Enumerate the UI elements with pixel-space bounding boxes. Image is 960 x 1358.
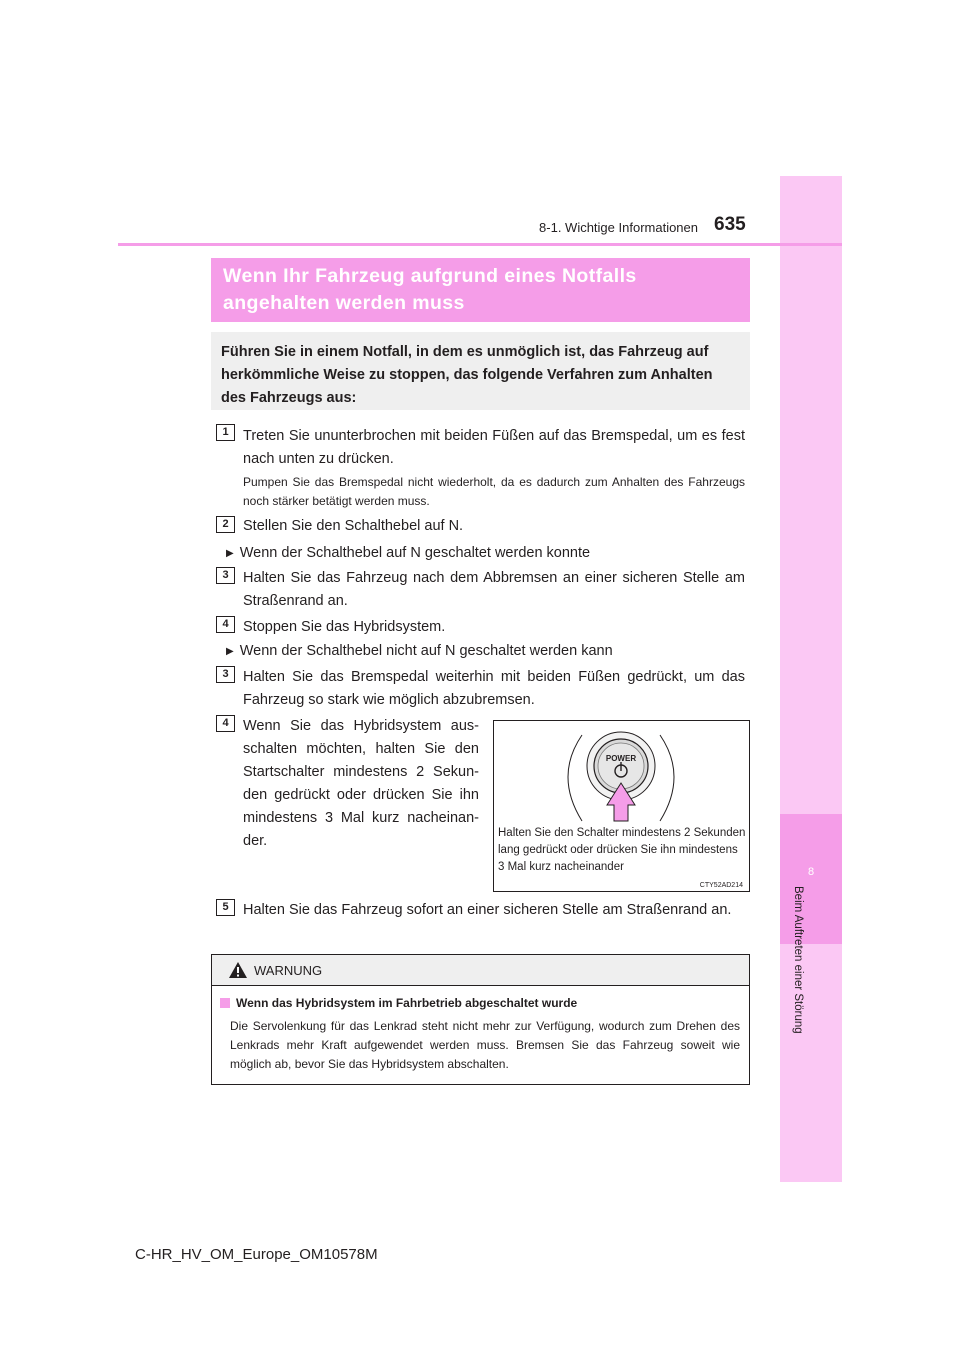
figure-caption: Halten Sie den Schalter mindestens 2 Sekunden lang gedrückt oder drücken Sie ihn mindestens 3 Mal kurz nacheinander — [498, 827, 746, 873]
step-line: Startschalter mindestens 2 Sekun- — [243, 764, 479, 780]
step-line: den gedrückt oder drücken Sie ihn — [243, 787, 479, 803]
step-marker: 5 — [216, 899, 235, 916]
triangle-bullet-icon: ▶ — [226, 646, 234, 657]
warning-body: Die Servolenkung für das Lenkrad steht nicht mehr zur Verfügung, wodurch zum Drehen des Lenkrads mehr Kraft aufgewendet werden muss. Bremsen Sie das Fahrzeug soweit wie möglich ab, bevor Sie das Hybridsystem abschalten. — [230, 1019, 740, 1071]
side-tab-number: 8 — [807, 866, 815, 878]
chapter-title: 8-1. Wichtige Informationen — [539, 220, 698, 235]
step-marker: 1 — [216, 424, 235, 441]
intro-line3: des Fahrzeugs aus: — [221, 390, 357, 406]
triangle-bullet-icon: ▶ — [226, 548, 234, 559]
step-text: Halten Sie das Bremspedal weiterhin mit beiden Füßen gedrückt, um das Fahrzeug so stark wie möglich abzubremsen. — [243, 669, 745, 708]
power-button-illustration — [494, 721, 749, 831]
step-marker: 2 — [216, 516, 235, 533]
warning-title: WARNUNG — [254, 963, 323, 978]
warning-header — [212, 955, 749, 986]
step-marker: 4 — [216, 616, 235, 633]
sub-heading — [226, 641, 746, 662]
section-title-line2: angehalten werden muss — [223, 292, 465, 314]
warning-triangle-icon — [228, 961, 248, 979]
figure-code: CTY52AD214 — [699, 882, 743, 889]
step-text: Stoppen Sie das Hybridsystem. — [243, 619, 446, 635]
step-line: Wenn Sie das Hybridsystem aus- — [243, 718, 479, 734]
step-marker: 4 — [216, 715, 235, 732]
step-line: mindestens 3 Mal kurz nacheinan- — [243, 810, 479, 826]
intro-line2: herkömmliche Weise zu stoppen, das folgende Verfahren zum Anhalten — [221, 367, 713, 383]
page-number: 635 — [714, 214, 746, 235]
step-text: Stellen Sie den Schalthebel auf N. — [243, 518, 464, 534]
sub-heading-text: Wenn der Schalthebel nicht auf N geschaltet werden kann — [239, 643, 613, 659]
step-marker: 3 — [216, 666, 235, 683]
step-note: Pumpen Sie das Bremspedal nicht wiederholt, da es dadurch zum Anhalten des Fahrzeugs noch stärker betätigt werden muss. — [243, 475, 745, 508]
warning-subheading-text: Wenn das Hybridsystem im Fahrbetrieb abgeschaltet wurde — [236, 996, 578, 1010]
header-rule — [118, 243, 842, 246]
step-text: Treten Sie ununterbrochen mit beiden Füßen auf das Bremspedal, um es fest nach unten zu drücken. — [243, 428, 745, 467]
square-bullet-icon — [220, 998, 230, 1008]
warning-box — [211, 954, 750, 1085]
sub-heading — [226, 543, 746, 564]
intro-line1: Führen Sie in einem Notfall, in dem es unmöglich ist, das Fahrzeug auf — [221, 344, 709, 360]
step-line: der. — [243, 833, 268, 849]
section-title-line1: Wenn Ihr Fahrzeug aufgrund eines Notfalls — [223, 265, 637, 287]
power-switch-figure — [493, 720, 750, 892]
step-text-multiline — [243, 715, 479, 853]
step-text: Halten Sie das Fahrzeug sofort an einer sicheren Stelle am Straßenrand an. — [243, 902, 732, 918]
intro-box — [211, 332, 750, 410]
side-tab-label: Beim Auftreten einer Störung — [792, 886, 804, 1034]
step-line: schalten möchten, halten Sie den — [243, 741, 479, 757]
document-code: C-HR_HV_OM_Europe_OM10578M — [135, 1246, 378, 1263]
warning-subheading — [220, 996, 740, 1010]
step-marker: 3 — [216, 567, 235, 584]
sub-heading-text: Wenn der Schalthebel auf N geschaltet werden konnte — [239, 545, 591, 561]
power-button-label: POWER — [605, 754, 637, 763]
step-text: Halten Sie das Fahrzeug nach dem Abbremsen an einer sicheren Stelle am Straßenrand an. — [243, 570, 745, 609]
section-title — [211, 258, 750, 322]
